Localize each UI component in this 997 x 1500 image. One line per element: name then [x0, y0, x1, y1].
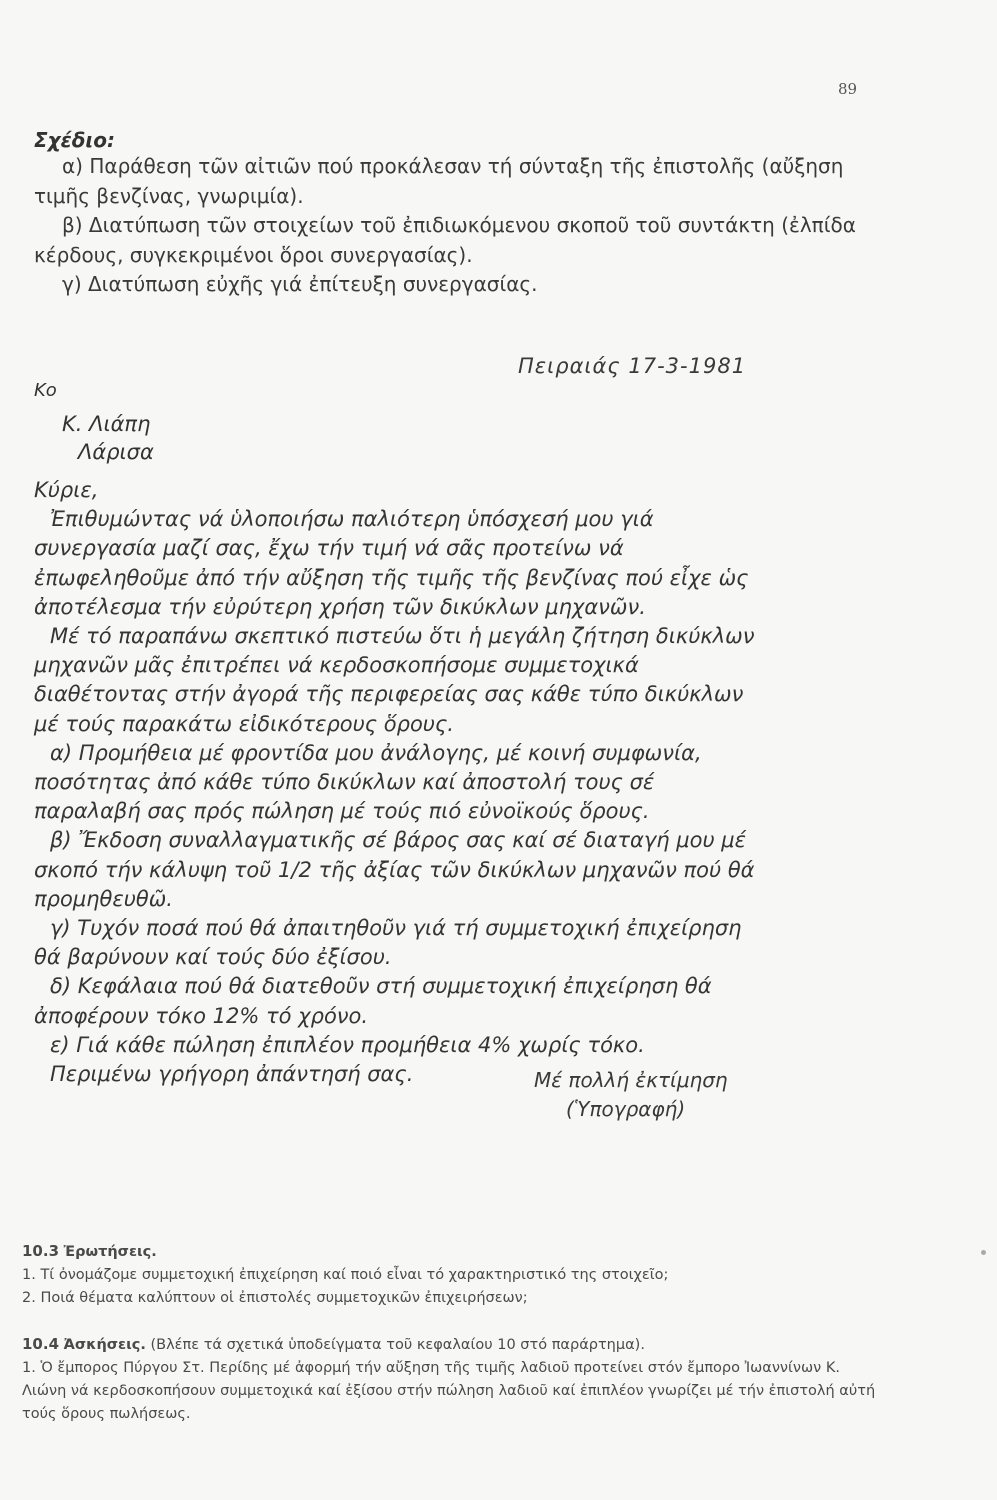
exercises-section [22, 1333, 882, 1426]
exercise-item: 1. Ὁ ἔμπορος Πύργου Στ. Περίδης μέ ἀφορμή τήν αὔξηση τῆς τιμῆς λαδιοῦ προτείνει στόν ἔμπορο Ἰωαννίνων Κ. Λιώνη νά κερδοσκοπήσουν συμμετοχικά καί ἐξίσου στήν πώληση λαδιοῦ καί ἐπιπλέον γνωρίζει μέ τήν ἐπιστολή αὐτή τούς ὅρους πωλήσεως. [22, 1360, 876, 1422]
plan-item: α) Παράθεση τῶν αἰτιῶν πού προκάλεσαν τή σύνταξη τῆς ἐπιστολῆς (αὔξηση τιμῆς βενζίνας, γνωριμία). [34, 154, 844, 208]
plan-item: β) Διατύπωση τῶν στοιχείων τοῦ ἐπιδιωκόμενου σκοποῦ τοῦ συντάκτη (ἐλπίδα κέρδους, συγκεκριμένοι ὅροι συνεργασίας). [34, 213, 856, 267]
page-number: 89 [838, 80, 858, 98]
letter-closing: Μέ πολλή ἐκτίμηση [534, 1068, 728, 1092]
page-speck [981, 1250, 986, 1255]
section-number: 10.4 [22, 1335, 60, 1353]
section-note: (Βλέπε τά σχετικά ὑποδείγματα τοῦ κεφαλαίου 10 στό παράρτημα). [150, 1337, 645, 1353]
plan-list [34, 152, 874, 300]
letter-paragraph: Περιμένω γρήγορη ἀπάντησή σας. [50, 1062, 414, 1087]
question-item: 2. Ποιά θέματα καλύπτουν οἱ ἐπιστολές συμμετοχικῶν ἐπιχειρήσεων; [22, 1290, 528, 1306]
letter-signature: (Ὑπογραφή) [566, 1097, 686, 1121]
letter-body [34, 476, 764, 1089]
recipient-name: Κ. Λιάπη [62, 412, 151, 436]
question-item: 1. Τί ὀνομάζομε συμμετοχική ἐπιχείρηση καί ποιό εἶναι τό χαρακτηριστικό της στοιχεῖο; [22, 1267, 669, 1283]
letter-place-date: Πειραιάς 17-3-1981 [518, 354, 747, 378]
letter-term: β) Ἔκδοση συναλλαγματικῆς σέ βάρος σας καί σέ διαταγή μου μέ σκοπό τήν κάλυψη τοῦ 1/2 τῆς ἀξίας τῶν δικύκλων μηχανῶν πού θά προμηθευθῶ. [34, 828, 755, 911]
section-number: 10.3 [22, 1242, 60, 1260]
plan-item: γ) Διατύπωση εὐχῆς γιά ἐπίτευξη συνεργασίας. [62, 272, 538, 296]
recipient-prefix: Κο [34, 380, 57, 401]
letter-term: γ) Τυχόν ποσά πού θά ἀπαιτηθοῦν γιά τή συμμετοχική ἐπιχείρηση θά βαρύνουν καί τούς δύο ἐξίσου. [34, 916, 742, 970]
recipient-city: Λάρισα [78, 440, 154, 464]
section-title: Ἐρωτήσεις. [63, 1244, 157, 1260]
letter-paragraph: Ἐπιθυμώντας νά ὑλοποιήσω παλιότερη ὑπόσχεσή μου γιά συνεργασία μαζί σας, ἔχω τήν τιμή νά σᾶς προτείνω νά ἐπωφεληθοῦμε ἀπό τήν αὔξηση τῆς τιμῆς τῆς βενζίνας πού εἶχε ὡς ἀποτέλεσμα τήν εὐρύτερη χρήση τῶν δικύκλων μηχανῶν. [34, 507, 749, 619]
letter-paragraph: Μέ τό παραπάνω σκεπτικό πιστεύω ὅτι ἡ μεγάλη ζήτηση δικύκλων μηχανῶν μᾶς ἐπιτρέπει νά κερδοσκοπήσομε συμμετοχικά διαθέτοντας στήν ἀγορά τῆς περιφερείας σας κάθε τύπο δικύκλων μέ τούς παρακάτω εἰδικότερους ὅρους. [34, 624, 755, 736]
letter-term: α) Προμήθεια μέ φροντίδα μου ἀνάλογης, μέ κοινή συμφωνία, ποσότητας ἀπό κάθε τύπο δικύκλων καί ἀποστολή τους σέ παραλαβή σας πρός πώληση μέ τούς πιό εὐνοϊκούς ὅρους. [34, 740, 702, 824]
questions-section [22, 1240, 882, 1310]
letter-term: ε) Γιά κάθε πώληση ἐπιπλέον προμήθεια 4% χωρίς τόκο. [50, 1032, 645, 1057]
plan-heading: Σχέδιο: [34, 128, 115, 152]
letter-term: δ) Κεφάλαια πού θά διατεθοῦν στή συμμετοχική ἐπιχείρηση θά ἀποφέρουν τόκο 12% τό χρόνο. [34, 974, 712, 1028]
section-title: Ἀσκήσεις. [63, 1337, 146, 1353]
letter-salutation: Κύριε, [34, 478, 99, 502]
